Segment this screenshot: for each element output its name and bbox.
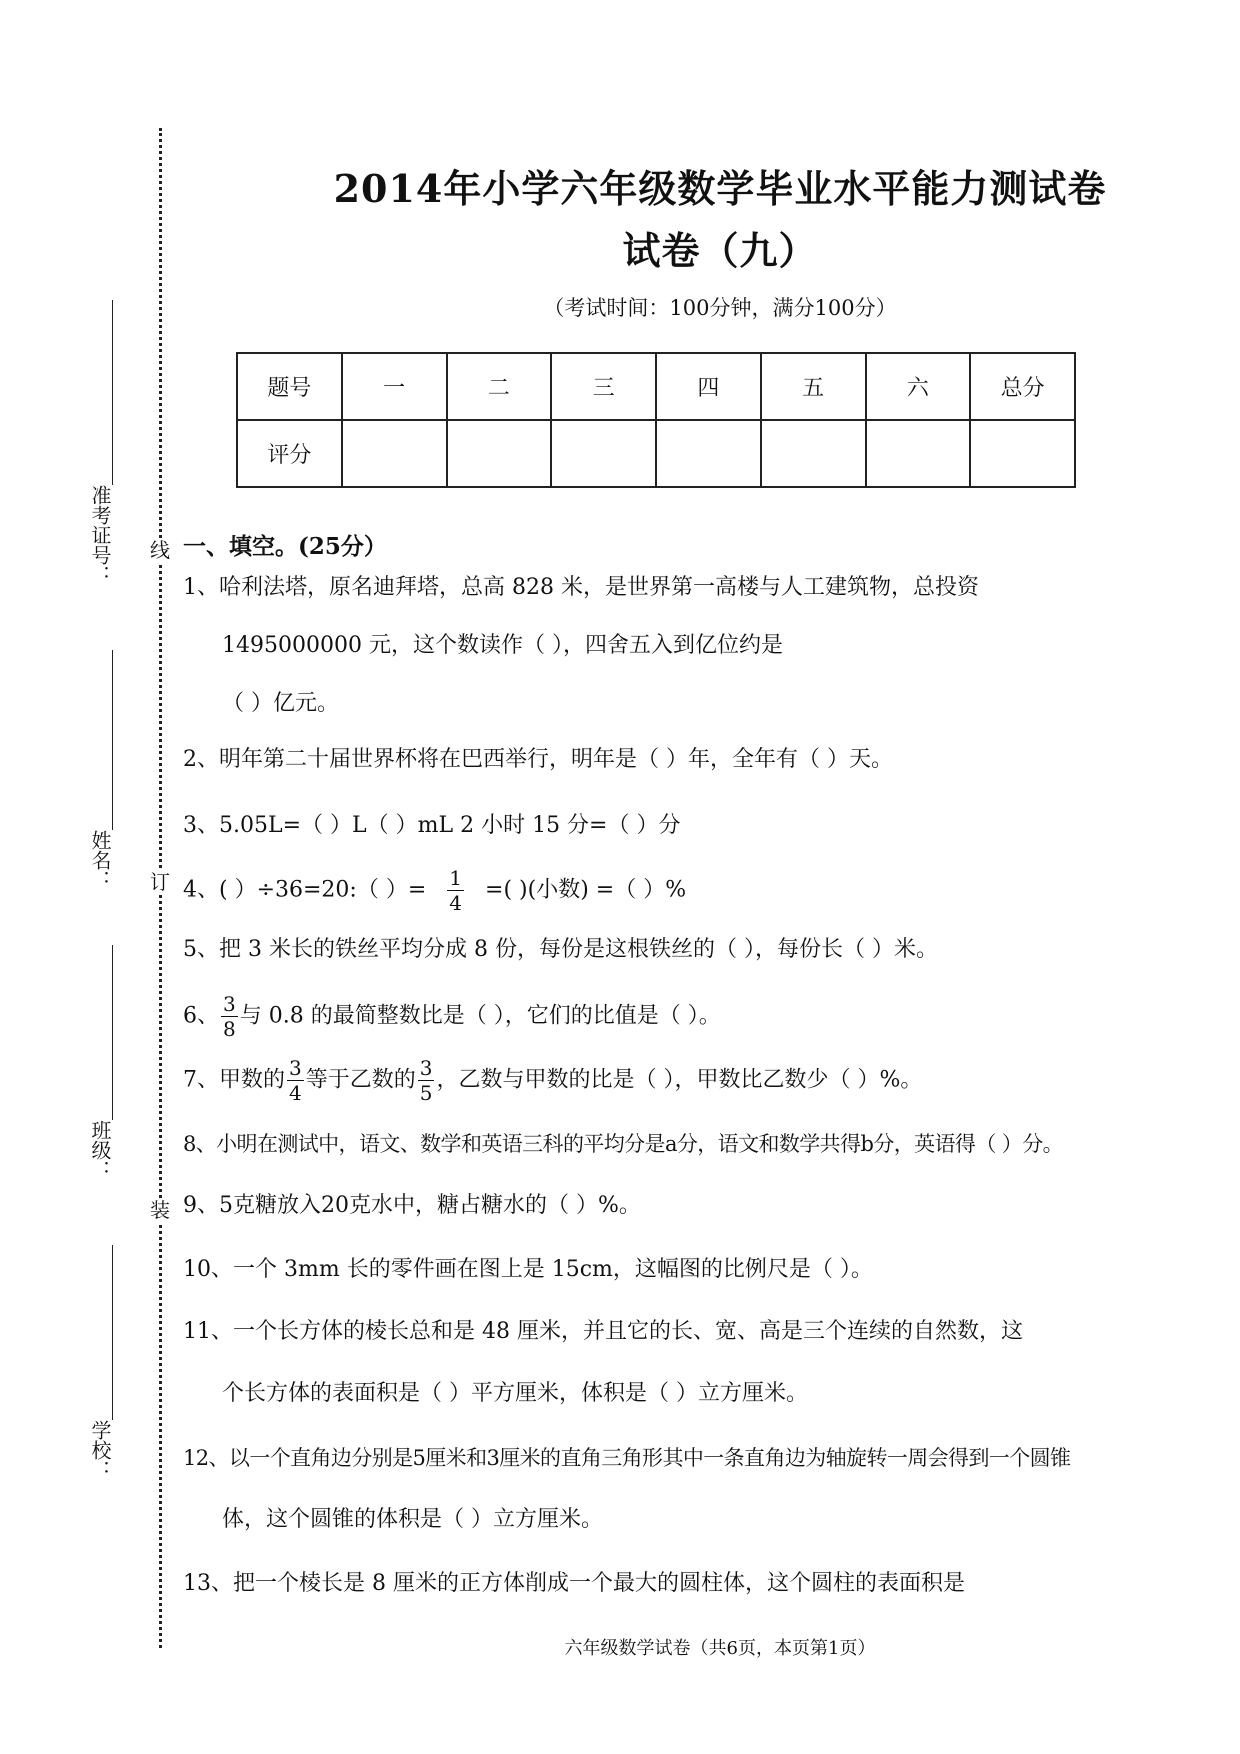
question-4-part-b: =( )(小数) =（ ）% — [485, 877, 687, 903]
question-4 — [183, 868, 1133, 913]
fraction-numerator: 3 — [289, 1056, 302, 1080]
binding-margin — [0, 0, 200, 1754]
exam-info: （考试时间：100分钟，满分100分） — [543, 296, 897, 320]
question-6 — [183, 994, 1133, 1039]
score-header-cell: 四 — [656, 353, 761, 420]
field-label-name: 姓名： — [88, 830, 112, 890]
binding-char-xian: 线 — [146, 538, 174, 562]
question-6-part-b: 与 0.8 的最简整数比是（ ），它们的比值是（ ）。 — [239, 1003, 721, 1029]
fraction-denominator: 8 — [223, 1017, 236, 1041]
question-2: 2、明年第二十届世界杯将在巴西举行，明年是（ ）年，全年有（ ）天。 — [183, 747, 893, 772]
field-label-class: 班级： — [88, 1120, 112, 1180]
score-cell[interactable] — [970, 420, 1075, 487]
question-1-line-2: 1495000000 元，这个数读作（ ），四舍五入到亿位约是 — [222, 633, 783, 658]
question-7-part-b: 等于乙数的 — [305, 1067, 416, 1093]
question-11-line-2: 个长方体的表面积是（ ）平方厘米，体积是（ ）立方厘米。 — [222, 1381, 808, 1406]
section-heading-fill-blank: 一、填空。(25分） — [183, 533, 387, 560]
score-cell[interactable] — [342, 420, 447, 487]
page-footer: 六年级数学试卷（共6页，本页第1页） — [564, 1638, 876, 1659]
fraction-denominator: 4 — [449, 891, 463, 915]
question-8: 8、小明在测试中，语文、数学和英语三科的平均分是a分，语文和数学共得b分，英语得（ ）分。 — [183, 1132, 1063, 1156]
field-line-class[interactable] — [112, 945, 113, 1120]
score-cell[interactable] — [656, 420, 761, 487]
page-subtitle: 试卷（九） — [622, 228, 818, 273]
question-4-fraction — [447, 868, 464, 913]
fraction-denominator: 4 — [289, 1081, 302, 1105]
question-5: 5、把 3 米长的铁丝平均分成 8 份，每份是这根铁丝的（ ），每份长（ ）米。 — [183, 937, 938, 962]
field-label-school: 学校： — [88, 1420, 112, 1480]
score-header-cell: 六 — [866, 353, 971, 420]
score-header-cell: 题号 — [237, 353, 342, 420]
score-cell[interactable] — [447, 420, 552, 487]
field-line-name[interactable] — [112, 650, 113, 830]
score-header-cell: 二 — [447, 353, 552, 420]
question-12-line-2: 体，这个圆锥的体积是（ ）立方厘米。 — [222, 1507, 603, 1532]
binding-char-zhuang: 装 — [146, 1198, 174, 1222]
score-cell[interactable] — [866, 420, 971, 487]
fraction-numerator: 1 — [449, 866, 463, 890]
field-line-school[interactable] — [112, 1245, 113, 1420]
field-line-exam-id[interactable] — [112, 300, 113, 485]
question-10: 10、一个 3mm 长的零件画在图上是 15cm，这幅图的比例尺是（ ）。 — [183, 1257, 873, 1282]
question-1-line-3: （ ）亿元。 — [222, 691, 339, 716]
question-7-part-c: ，乙数与甲数的比是（ ），甲数比乙数少（ ）%。 — [436, 1067, 923, 1093]
question-7-part-a: 7、甲数的 — [183, 1067, 285, 1093]
score-header-cell: 总分 — [970, 353, 1075, 420]
page-title: 2014年小学六年级数学毕业水平能力测试卷 — [333, 166, 1107, 211]
score-cell[interactable] — [761, 420, 866, 487]
score-table — [236, 352, 1076, 488]
question-6-part-a: 6、 — [183, 1003, 219, 1029]
question-9: 9、5克糖放入20克水中，糖占糖水的（ ）%。 — [183, 1193, 641, 1218]
question-3: 3、5.05L=（ ）L（ ）mL 2 小时 15 分=（ ）分 — [183, 813, 681, 838]
question-12-line-1: 12、以一个直角边分别是5厘米和3厘米的直角三角形其中一条直角边为轴旋转一周会得到一个圆锥 — [183, 1446, 1071, 1470]
fraction-denominator: 5 — [419, 1081, 433, 1105]
score-cell[interactable] — [551, 420, 656, 487]
question-7-fraction-2 — [418, 1058, 435, 1103]
score-table-header-row — [237, 353, 1075, 420]
question-7-fraction-1 — [287, 1058, 304, 1103]
question-4-part-a: 4、( ）÷36=20:（ ）= — [183, 877, 427, 903]
score-header-cell: 五 — [761, 353, 866, 420]
score-header-cell: 三 — [551, 353, 656, 420]
score-row-label: 评分 — [237, 420, 342, 487]
fraction-numerator: 3 — [223, 992, 236, 1016]
score-table-score-row — [237, 420, 1075, 487]
question-1-line-1: 1、哈利法塔，原名迪拜塔，总高 828 米，是世界第一高楼与人工建筑物，总投资 — [183, 575, 979, 600]
question-11-line-1: 11、一个长方体的棱长总和是 48 厘米，并且它的长、宽、高是三个连续的自然数，这 — [183, 1319, 1023, 1344]
question-7 — [183, 1058, 1133, 1103]
score-header-cell: 一 — [342, 353, 447, 420]
field-label-exam-id: 准考证号： — [88, 485, 112, 585]
question-13-line-1: 13、把一个棱长是 8 厘米的正方体削成一个最大的圆柱体，这个圆柱的表面积是 — [183, 1571, 965, 1596]
binding-char-ding: 订 — [146, 870, 174, 894]
question-6-fraction — [221, 994, 238, 1039]
fraction-numerator: 3 — [419, 1056, 433, 1080]
